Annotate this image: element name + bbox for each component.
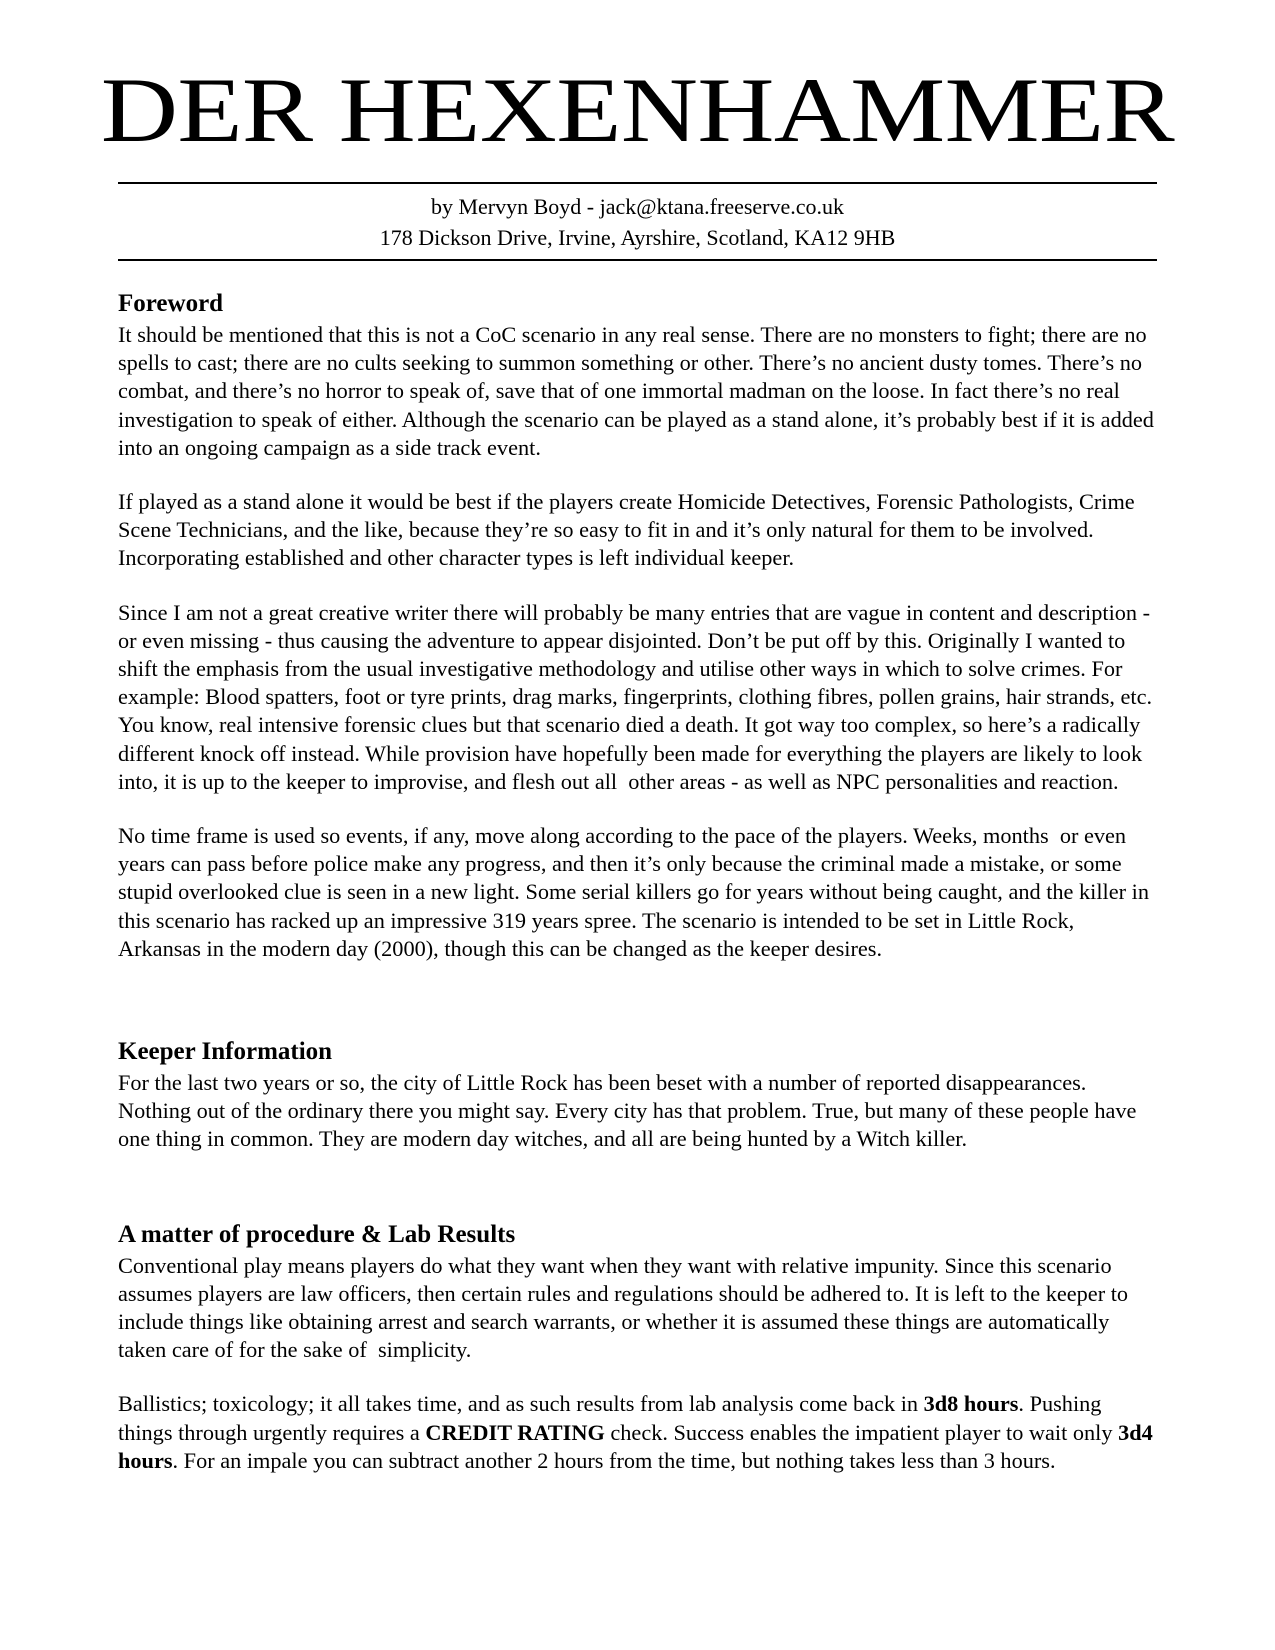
- paragraph: Conventional play means players do what they want when they want with relative impunity. Since this scenario assumes players are law officers, then certain rules and regulations should be adhered to. It is left to the keeper to include things like obtaining arrest and search warrants, or whether it is assumed these things are automatically taken care of for the sake of simplicity.: [118, 1252, 1134, 1363]
- term-credit-rating: CREDIT RATING: [425, 1419, 605, 1445]
- paragraph: No time frame is used so events, if any, move along according to the pace of the players. Weeks, months or even years can pass before police make any progress, and then it’s only because the criminal made a mistake, or some stupid overlooked clue is seen in a new light. Some serial killers go for years without being caught, and the killer in this scenario has racked up an impressive 319 years spree. The scenario is intended to be set in Little Rock, Arkansas in the modern day (2000), though this can be changed as the keeper desires.: [118, 823, 1155, 961]
- paragraph-spacer: [118, 1364, 1157, 1390]
- paragraph-spacer: [118, 796, 1157, 822]
- text-run: check. Success enables the impatient player to wait only: [604, 1419, 1119, 1445]
- term-3d8-hours: 3d8 hours: [923, 1391, 1019, 1417]
- paragraph-lab-results-timing: [118, 1390, 1157, 1475]
- term-3d4-hours: 3d4 hours: [118, 1419, 1159, 1473]
- section-heading-foreword: Foreword: [118, 289, 224, 317]
- byline-author: by Mervyn Boyd - jack@ktana.freeserve.co.uk: [430, 193, 845, 219]
- paragraph: Since I am not a great creative writer there will probably be many entries that are vague in content and description - or even missing - thus causing the adventure to appear disjointed. Don’t be put off by this. Originally I wanted to shift the emphasis from the usual investigative methodology and utilise other ways in which to solve crimes. For example: Blood spatters, foot or tyre prints, drag marks, fingerprints, clothing fibres, pollen grains, hair strands, etc. You know, real intensive forensic clues but that scenario died a death. It got way too complex, so here’s a radically different knock off instead. While provision have hopefully been made for everything the players are likely to look into, it is up to the keeper to improvise, and flesh out all other areas - as well as NPC personalities and reaction.: [118, 599, 1157, 794]
- section-heading-procedure-lab-results: A matter of procedure & Lab Results: [118, 1220, 516, 1248]
- section-spacer: [118, 1154, 1157, 1220]
- text-run: . Pushing things through urgently requires a: [118, 1391, 1108, 1445]
- paragraph: It should be mentioned that this is not a CoC scenario in any real sense. There are no monsters to fight; there are no spells to cast; there are no cults seeking to summon something or other. There’s no ancient dusty tomes. There’s no combat, and there’s no horror to speak of, save that of one immortal madman on the loose. In fact there’s no real investigation to speak of either. Although the scenario can be played as a stand alone, it’s probably best if it is added into an ongoing campaign as a side track event.: [118, 321, 1160, 460]
- section-spacer: [118, 963, 1157, 1037]
- text-run: . For an impale you can subtract another 2 hours from the time, but nothing takes less than 3 hours.: [172, 1447, 1056, 1473]
- document-body: [0, 289, 1275, 1475]
- byline-block: [118, 184, 1157, 259]
- byline-address: 178 Dickson Drive, Irvine, Ayrshire, Scotland, KA12 9HB: [379, 224, 896, 250]
- paragraph: For the last two years or so, the city of Little Rock has been beset with a number of reported disappearances. Nothing out of the ordinary there you might say. Every city has that problem. True, but many of these people have one thing in common. They are modern day witches, and all are being hunted by a Witch killer.: [118, 1070, 1142, 1152]
- section-heading-keeper-information: Keeper Information: [118, 1038, 333, 1066]
- paragraph-spacer: [118, 573, 1157, 599]
- masthead-rule-bottom: [118, 259, 1157, 261]
- section-keeper-information: [118, 1037, 1157, 1154]
- text-run: Ballistics; toxicology; it all takes time, and as such results from lab analysis come back in: [118, 1391, 924, 1417]
- paragraph: If played as a stand alone it would be best if the players create Homicide Detectives, Forensic Pathologists, Crime Scene Technicians, and the like, because they’re so easy to fit in and it’s only natural for them to be involved. Incorporating established and other character types is left individual keeper.: [118, 489, 1141, 571]
- paragraph-spacer: [118, 462, 1157, 488]
- page-title: DER HEXENHAMMER: [100, 59, 1175, 161]
- masthead: [0, 0, 1275, 261]
- section-procedure-lab-results: [118, 1220, 1157, 1475]
- section-foreword: [118, 289, 1160, 963]
